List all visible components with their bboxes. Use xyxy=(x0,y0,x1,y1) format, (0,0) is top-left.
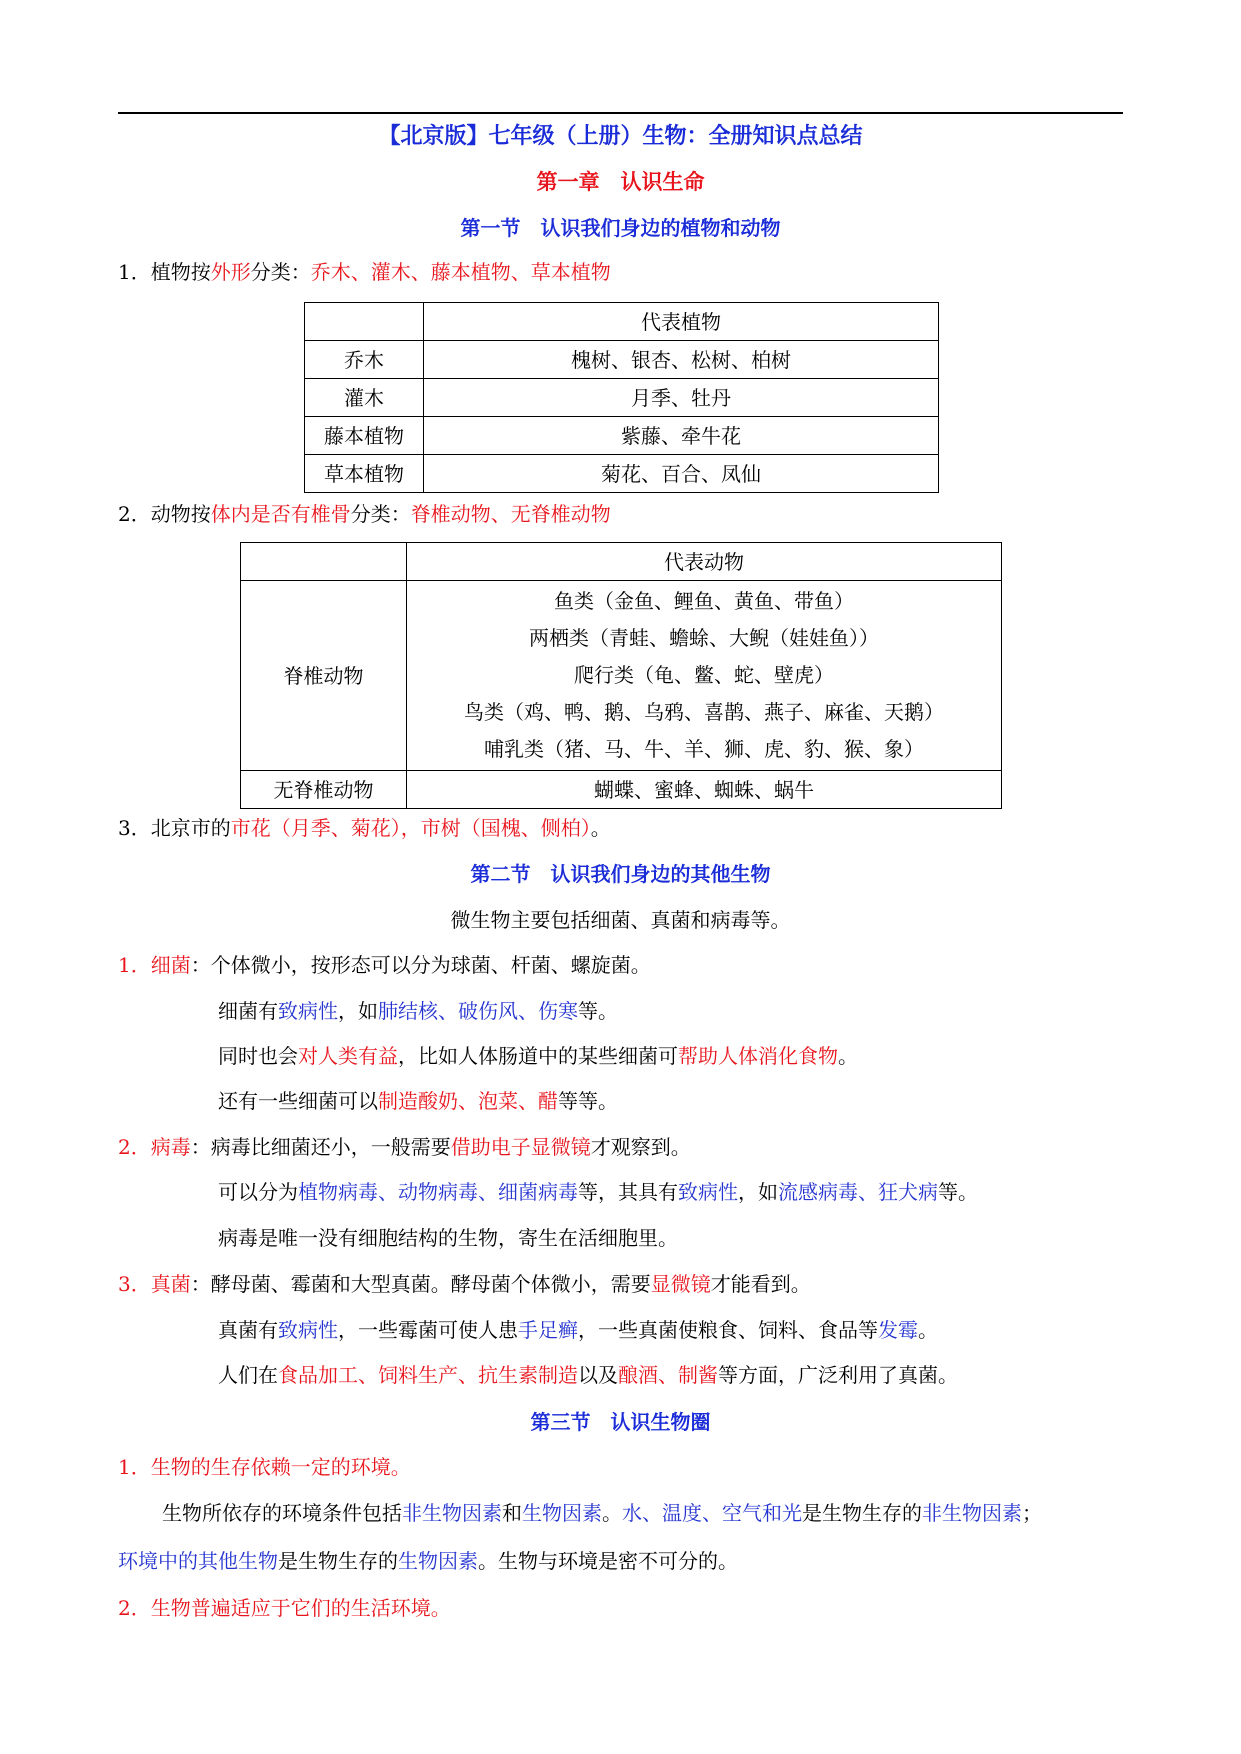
section3-title: 第三节 认识生物圈 xyxy=(530,1410,711,1434)
list-item: 两栖类（青蛙、蟾蜍、大鲵（娃娃鱼）） xyxy=(529,626,879,650)
bacteria-line-3: 同时也会对人类有益，比如人体肠道中的某些细菌可帮助人体消化食物。 xyxy=(218,1044,858,1068)
table-row xyxy=(241,543,1002,581)
section2-title: 第二节 认识我们身边的其他生物 xyxy=(470,862,771,886)
animal-classification-line: 2．动物按体内是否有椎骨分类：脊椎动物、无脊椎动物 xyxy=(118,502,611,526)
environment-point-2: 2．生物普遍适应于它们的生活环境。 xyxy=(118,1596,451,1620)
environment-point-1: 1．生物的生存依赖一定的环境。 xyxy=(118,1455,411,1479)
table-row: 无脊椎动物 蝴蝶、蜜蜂、蜘蛛、蜗牛 xyxy=(241,771,1002,809)
fungi-line-3: 人们在食品加工、饲料生产、抗生素制造以及酿酒、制酱等方面，广泛利用了真菌。 xyxy=(218,1363,958,1387)
section1-title: 第一节 认识我们身边的植物和动物 xyxy=(460,216,781,240)
table-header: 代表植物 xyxy=(424,303,939,341)
document-title: 【北京版】七年级（上册）生物：全册知识点总结 xyxy=(378,124,863,149)
list-item: 爬行类（龟、鳖、蛇、壁虎） xyxy=(574,663,834,687)
virus-line-1: 2．病毒：病毒比细菌还小，一般需要借助电子显微镜才观察到。 xyxy=(118,1135,691,1159)
microbe-intro: 微生物主要包括细菌、真菌和病毒等。 xyxy=(450,908,791,932)
beijing-symbols-line: 3．北京市的市花（月季、菊花），市树（国槐、侧柏）。 xyxy=(118,816,611,840)
table-row: 草本植物 菊花、百合、凤仙 xyxy=(305,455,939,493)
plant-classification-line: 1．植物按外形分类：乔木、灌木、藤本植物、草本植物 xyxy=(118,260,611,284)
list-item: 鱼类（金鱼、鲤鱼、黄鱼、带鱼） xyxy=(554,589,854,613)
top-rule xyxy=(118,112,1123,114)
bacteria-line-4: 还有一些细菌可以制造酸奶、泡菜、醋等等。 xyxy=(218,1089,618,1113)
table-row: 灌木 月季、牡丹 xyxy=(305,379,939,417)
list-item: 鸟类（鸡、鸭、鹅、乌鸦、喜鹊、燕子、麻雀、天鹅） xyxy=(464,700,944,724)
table-row: 乔木 槐树、银杏、松树、柏树 xyxy=(305,341,939,379)
virus-line-2: 可以分为植物病毒、动物病毒、细菌病毒等，其具有致病性，如流感病毒、狂犬病等。 xyxy=(218,1180,978,1204)
table-row: 藤本植物 紫藤、牵牛花 xyxy=(305,417,939,455)
list-item: 哺乳类（猪、马、牛、羊、狮、虎、豹、猴、象） xyxy=(484,737,924,761)
environment-paragraph-line-2: 环境中的其他生物是生物生存的生物因素。生物与环境是密不可分的。 xyxy=(118,1549,738,1573)
plant-table xyxy=(304,302,939,493)
chapter-title: 第一章 认识生命 xyxy=(536,170,705,194)
table-row xyxy=(305,303,939,341)
environment-paragraph-line-1: 生物所依存的环境条件包括非生物因素和生物因素。水、温度、空气和光是生物生存的非生物因素； xyxy=(162,1501,1042,1525)
fungi-line-2: 真菌有致病性，一些霉菌可使人患手足癣，一些真菌使粮食、饲料、食品等发霉。 xyxy=(218,1318,938,1342)
fungi-line-1: 3．真菌：酵母菌、霉菌和大型真菌。酵母菌个体微小，需要显微镜才能看到。 xyxy=(118,1272,811,1296)
bacteria-line-2: 细菌有致病性，如肺结核、破伤风、伤寒等。 xyxy=(218,999,618,1023)
animal-table xyxy=(240,542,1002,809)
bacteria-line-1: 1．细菌：个体微小，按形态可以分为球菌、杆菌、螺旋菌。 xyxy=(118,953,651,977)
table-row: 脊椎动物 鱼类（金鱼、鲤鱼、黄鱼、带鱼） 两栖类（青蛙、蟾蜍、大鲵（娃娃鱼）） 爬行类（龟、鳖、蛇、壁虎） 鸟类（鸡、鸭、鹅、乌鸦、喜鹊、燕子、麻雀、天鹅） 哺乳类（猪、马、牛、羊、狮、虎、豹、猴、象） xyxy=(241,581,1002,771)
table-header: 代表动物 xyxy=(407,543,1002,581)
virus-line-3: 病毒是唯一没有细胞结构的生物，寄生在活细胞里。 xyxy=(218,1226,678,1250)
